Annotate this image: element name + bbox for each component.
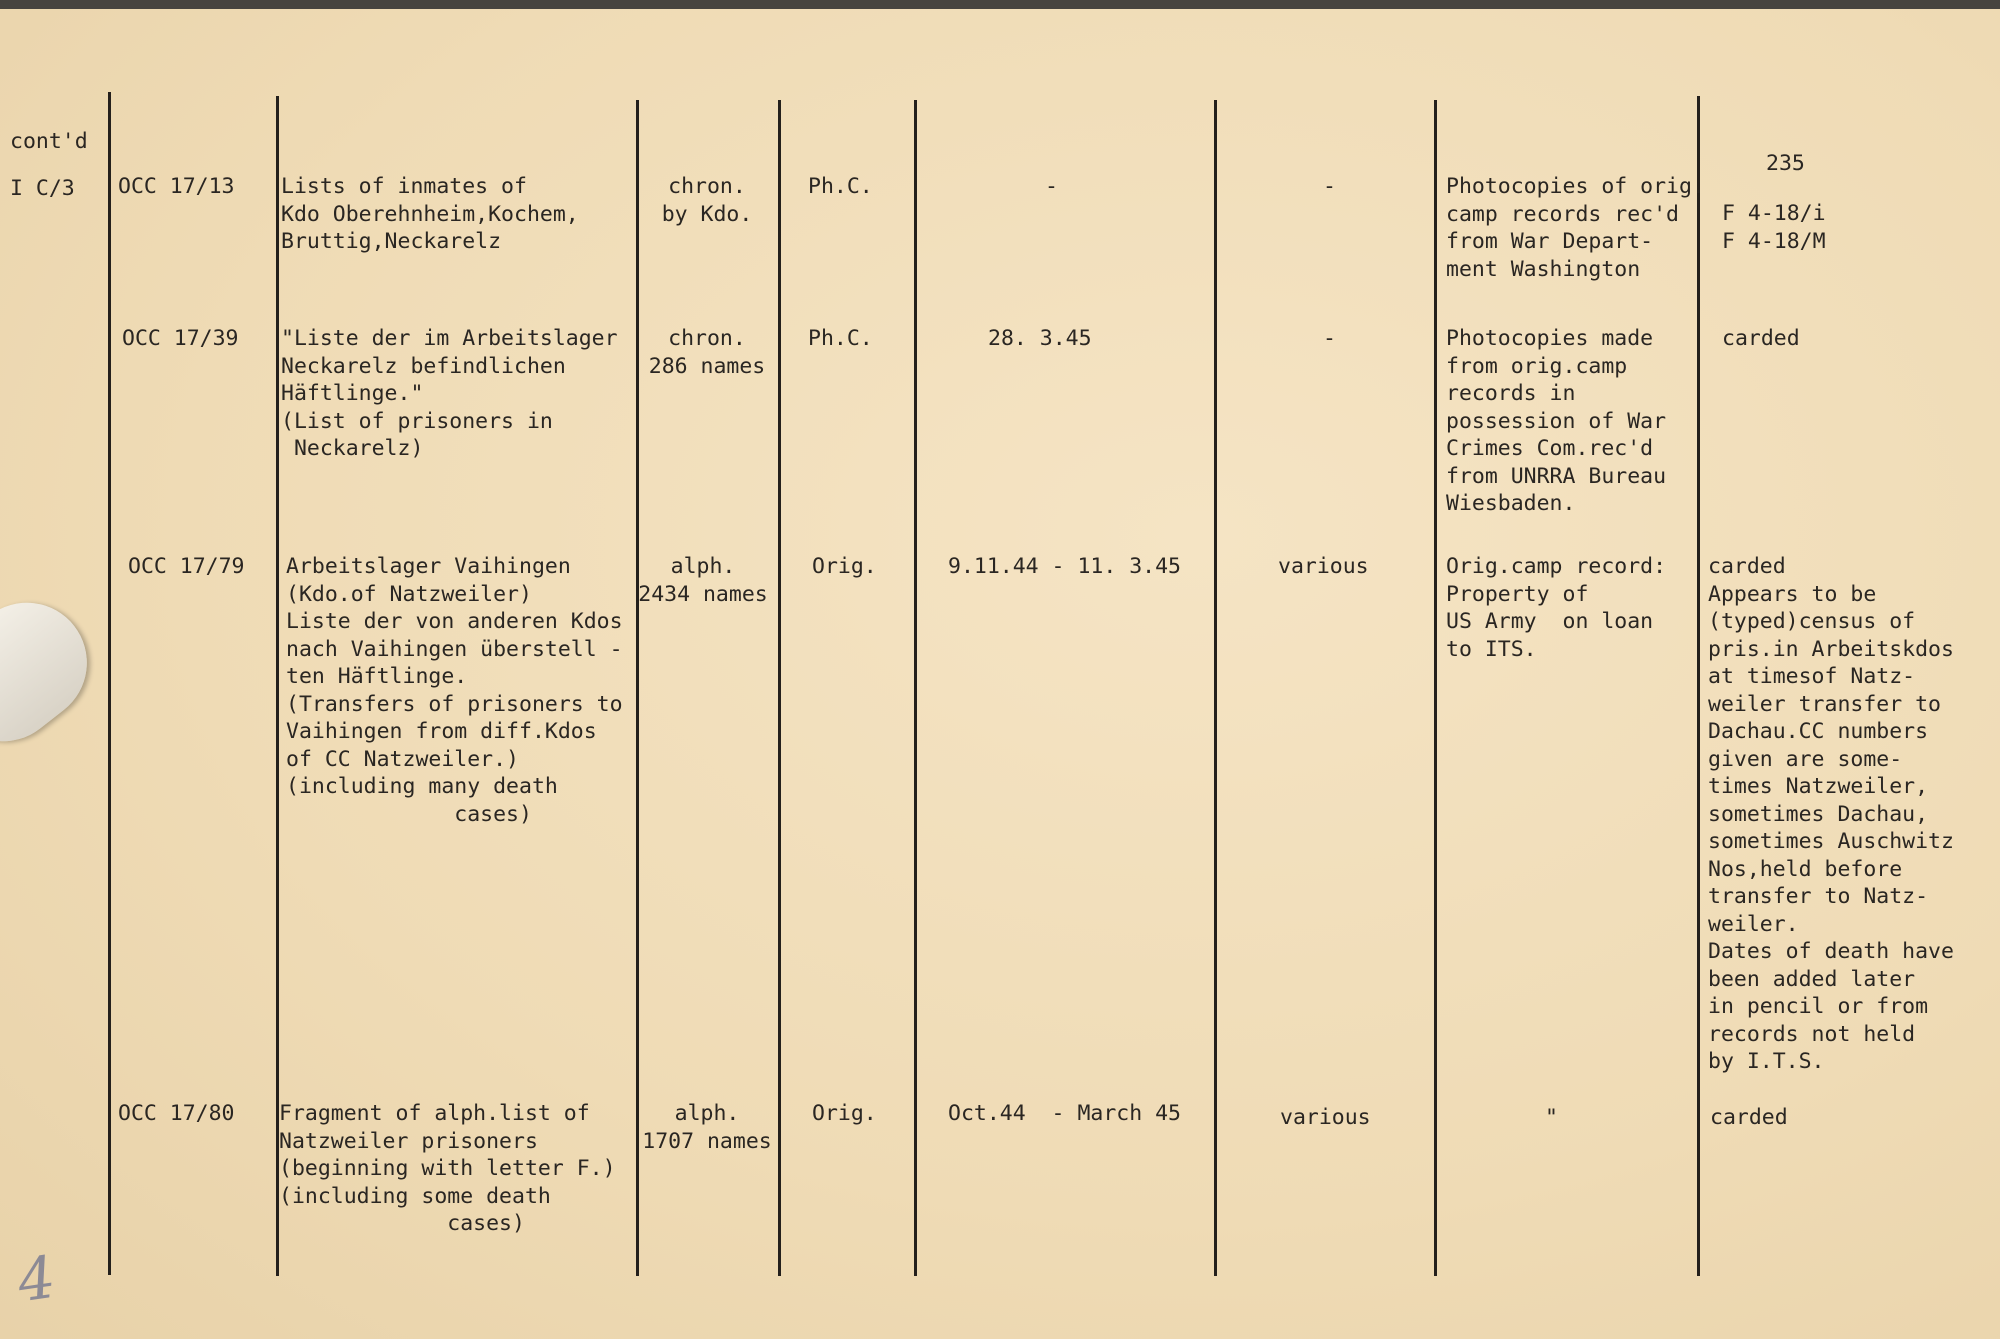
column-rule (108, 92, 111, 1275)
row-form: Orig. (812, 1101, 877, 1126)
row-places: various (1280, 1105, 1371, 1130)
row-form: Ph.C. (808, 174, 873, 199)
row-dates: 28. 3.45 (988, 326, 1092, 351)
page-number: 235 (1766, 151, 1805, 176)
contd-label: cont'd (10, 129, 88, 154)
pencil-mark: 4 (13, 1242, 60, 1316)
column-rule (914, 100, 917, 1276)
row-extra: carded Appears to be (typed)census of pris.in Arbeitskdos at timesof Natz- weiler transfer to Dachau.CC numbers given are some- times Natzweiler, sometimes Dachau, sometimes Auschwitz Nos,held before transfer to Natz- weiler. Dates of death have been added later in pencil or from records not held by I.T.S. (1708, 554, 1954, 1074)
row-ref: OCC 17/80 (118, 1101, 235, 1126)
row-remarks: " (1545, 1105, 1558, 1130)
row-remarks: Orig.camp record: Property of US Army on loan to ITS. (1446, 554, 1667, 662)
row-remarks: Photocopies made from orig.camp records in possession of War Crimes Com.rec'd from UNRRA Bureau Wiesbaden. (1446, 326, 1667, 516)
column-rule (1214, 100, 1217, 1276)
row-places: - (1323, 326, 1336, 351)
row-ref: OCC 17/13 (118, 174, 235, 199)
row-ref: OCC 17/39 (122, 326, 239, 351)
row-places: various (1278, 554, 1369, 579)
row-description: Fragment of alph.list of Natzweiler prisoners (beginning with letter F.) (including some death cases) (279, 1101, 616, 1236)
row-extra: carded (1722, 326, 1800, 351)
row-arrangement: chron. 286 names (648, 326, 766, 379)
row-description: "Liste der im Arbeitslager Neckarelz befindlichen Häftlinge." (List of prisoners in Neckarelz) (281, 326, 618, 461)
row-extra: carded (1710, 1105, 1788, 1130)
row-ref: OCC 17/79 (128, 554, 245, 579)
row-arrangement: alph. 2434 names (638, 554, 768, 607)
row-description: Arbeitslager Vaihingen (Kdo.of Natzweiler) Liste der von anderen Kdos nach Vaihingen überstell - ten Häftlinge. (Transfers of prisoners to Vaihingen from diff.Kdos of CC Natzweiler.) (including many death cases) (286, 554, 623, 827)
row-dates: 9.11.44 - 11. 3.45 (948, 554, 1181, 579)
column-rule (778, 100, 781, 1276)
section-code: I C/3 (10, 176, 75, 201)
row-places: - (1323, 174, 1336, 199)
folder-tab (0, 579, 111, 766)
row-dates: - (1045, 174, 1058, 199)
row-description: Lists of inmates of Kdo Oberehnheim,Kochem, Bruttig,Neckarelz (281, 174, 579, 254)
column-rule (1434, 100, 1437, 1276)
row-extra: F 4-18/i F 4-18/M (1722, 201, 1826, 254)
column-rule (276, 96, 279, 1276)
row-form: Ph.C. (808, 326, 873, 351)
row-remarks: Photocopies of orig. camp records rec'd from War Depart- ment Washington (1446, 174, 1705, 282)
top-edge (0, 0, 2000, 9)
row-arrangement: chron. by Kdo. (661, 174, 753, 227)
row-arrangement: alph. 1707 names (642, 1101, 772, 1154)
row-dates: Oct.44 - March 45 (948, 1101, 1181, 1126)
row-form: Orig. (812, 554, 877, 579)
column-rule (636, 100, 639, 1276)
